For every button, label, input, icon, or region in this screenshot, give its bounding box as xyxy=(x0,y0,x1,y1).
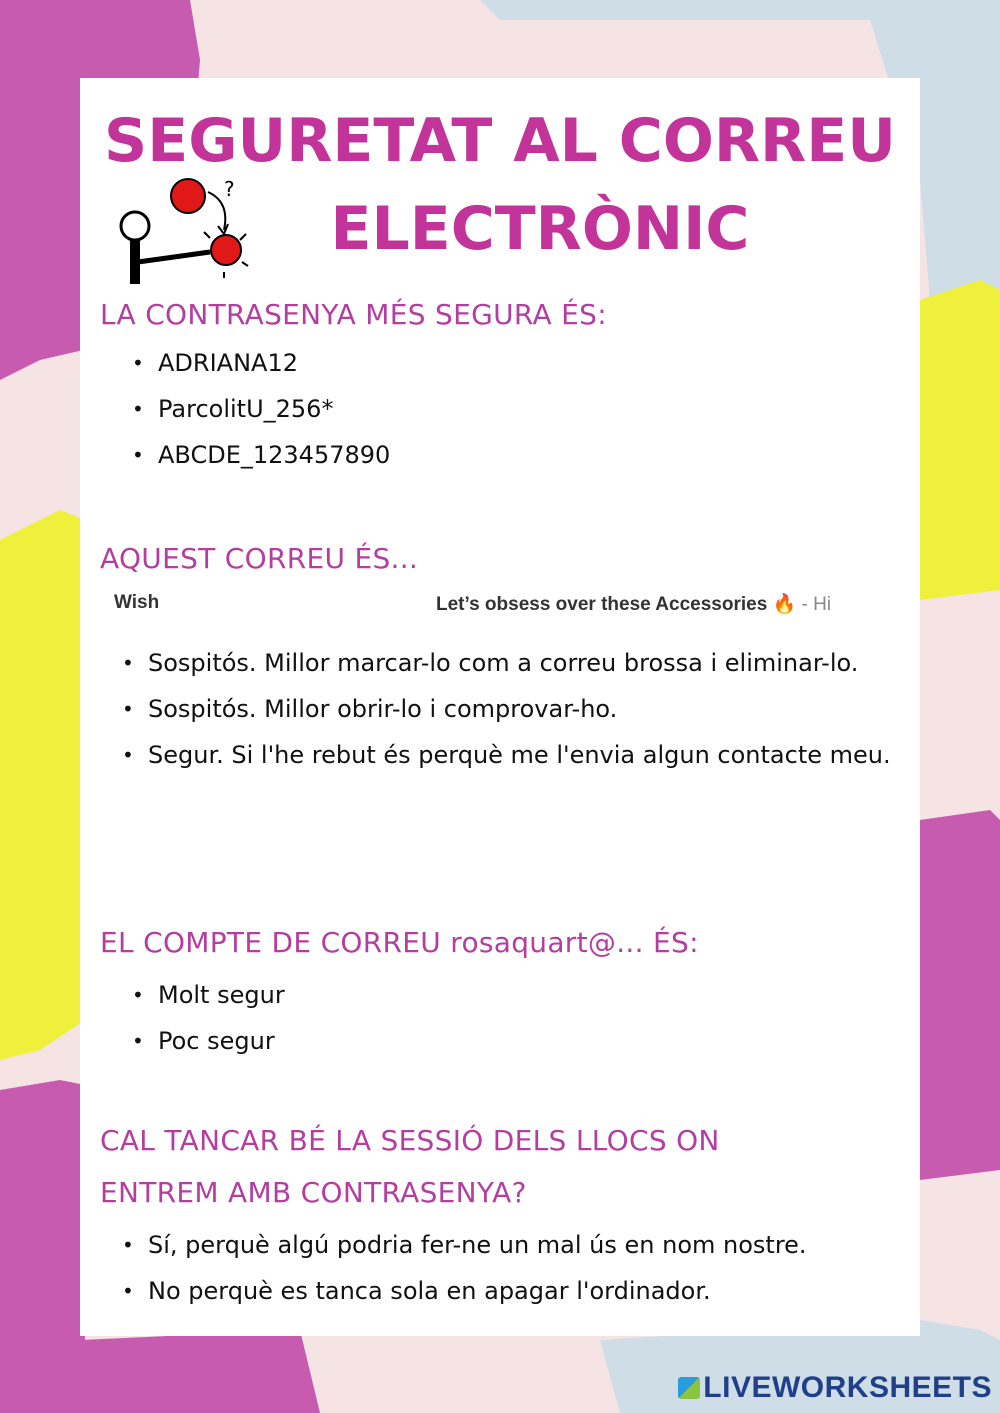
question-2-options xyxy=(116,640,906,778)
liveworksheets-logo: LIVEWORKSHEETS xyxy=(678,1371,992,1405)
question-2: AQUEST CORREU ÉS... xyxy=(100,542,419,575)
fire-icon: 🔥 xyxy=(772,594,797,615)
option-no-logout[interactable]: • No perquè es tanca sola en apagar l'ordinador. xyxy=(116,1268,906,1314)
page-title-line2: ELECTRÒNIC xyxy=(330,194,750,264)
question-4-line2: ENTREM AMB CONTRASENYA? xyxy=(100,1176,527,1209)
question-1-options xyxy=(126,340,390,478)
question-4-line1: CAL TANCAR BÉ LA SESSIÓ DELS LLOCS ON xyxy=(100,1124,720,1157)
question-3: EL COMPTE DE CORREU rosaquart@... ÉS: xyxy=(100,926,699,959)
email-sender: Wish xyxy=(114,592,160,613)
page-title-line1: SEGURETAT AL CORREU xyxy=(104,106,896,176)
email-snippet: - Hi xyxy=(801,594,832,615)
email-subject: Let’s obsess over these Accessories xyxy=(436,594,768,615)
email-subject-line xyxy=(436,592,831,616)
svg-text:?: ? xyxy=(224,177,235,201)
person-pointing-icon xyxy=(100,174,250,294)
option-safe[interactable]: • Segur. Si l'he rebut és perquè me l'envia algun contacte meu. xyxy=(116,732,906,778)
option-yes-logout[interactable]: • Sí, perquè algú podria fer-ne un mal ús en nom nostre. xyxy=(116,1222,906,1268)
option-very-safe[interactable]: • Molt segur xyxy=(126,972,285,1018)
question-4-options xyxy=(116,1222,906,1314)
option-suspicious-open[interactable]: • Sospitós. Millor obrir-lo i comprovar-ho. xyxy=(116,686,906,732)
option-parcolitu[interactable]: • ParcolitU_256* xyxy=(126,386,390,432)
option-adriana12[interactable]: • ADRIANA12 xyxy=(126,340,390,386)
email-preview xyxy=(114,590,894,620)
worksheet-card xyxy=(80,78,920,1336)
option-not-safe[interactable]: • Poc segur xyxy=(126,1018,285,1064)
option-abcde[interactable]: • ABCDE_123457890 xyxy=(126,432,390,478)
question-3-options xyxy=(126,972,285,1064)
question-1: LA CONTRASENYA MÉS SEGURA ÉS: xyxy=(100,298,607,331)
option-suspicious-delete[interactable]: • Sospitós. Millor marcar-lo com a correu brossa i eliminar-lo. xyxy=(116,640,906,686)
liveworksheets-logo-icon xyxy=(678,1377,700,1399)
